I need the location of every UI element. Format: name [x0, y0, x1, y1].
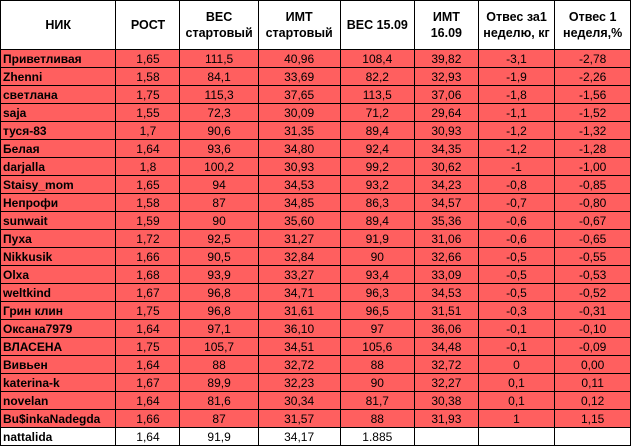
- loss-kg-cell: 0: [478, 356, 555, 374]
- start-weight-cell: 93,6: [180, 140, 258, 158]
- nick-cell: туся-83: [1, 122, 116, 140]
- loss-kg-cell: -0,5: [478, 266, 555, 284]
- start-bmi-cell: 40,96: [258, 50, 340, 68]
- height-cell: 1,75: [116, 86, 180, 104]
- weight-1509-cell: 82,2: [340, 68, 414, 86]
- start-weight-cell: 93,9: [180, 266, 258, 284]
- nick-cell: Пуха: [1, 230, 116, 248]
- height-cell: 1,67: [116, 374, 180, 392]
- bmi-1609-cell: 34,23: [415, 176, 479, 194]
- nick-cell: Белая: [1, 140, 116, 158]
- nick-cell: darjalla: [1, 158, 116, 176]
- weight-1509-cell: 89,4: [340, 212, 414, 230]
- start-weight-cell: 72,3: [180, 104, 258, 122]
- loss-kg-cell: -0,6: [478, 230, 555, 248]
- start-bmi-cell: 31,57: [258, 410, 340, 428]
- loss-percent-cell: [555, 428, 631, 446]
- loss-kg-cell: -0,1: [478, 320, 555, 338]
- table-row: [1, 302, 631, 320]
- start-bmi-cell: 30,93: [258, 158, 340, 176]
- height-cell: 1,8: [116, 158, 180, 176]
- bmi-1609-cell: 32,93: [415, 68, 479, 86]
- table-row: [1, 230, 631, 248]
- table-row: [1, 392, 631, 410]
- start-weight-cell: 90,6: [180, 122, 258, 140]
- weight-1509-cell: 92,4: [340, 140, 414, 158]
- start-weight-cell: 87: [180, 194, 258, 212]
- loss-percent-cell: -0,31: [555, 302, 631, 320]
- nick-cell: Olxa: [1, 266, 116, 284]
- weight-1509-cell: 97: [340, 320, 414, 338]
- start-weight-cell: 105,7: [180, 338, 258, 356]
- start-bmi-cell: 32,84: [258, 248, 340, 266]
- height-cell: 1,55: [116, 104, 180, 122]
- loss-kg-cell: 0,1: [478, 392, 555, 410]
- loss-percent-cell: -0,10: [555, 320, 631, 338]
- loss-kg-cell: -1: [478, 158, 555, 176]
- table-row: [1, 86, 631, 104]
- start-bmi-cell: 31,35: [258, 122, 340, 140]
- start-weight-cell: 88: [180, 356, 258, 374]
- start-bmi-cell: 30,09: [258, 104, 340, 122]
- loss-kg-cell: -0,1: [478, 338, 555, 356]
- table-row: [1, 320, 631, 338]
- weight-1509-cell: 113,5: [340, 86, 414, 104]
- weight-1509-cell: 99,2: [340, 158, 414, 176]
- loss-percent-cell: 0,00: [555, 356, 631, 374]
- bmi-1609-cell: 30,62: [415, 158, 479, 176]
- start-weight-cell: 97,1: [180, 320, 258, 338]
- start-weight-cell: 84,1: [180, 68, 258, 86]
- nick-cell: cвeтлана: [1, 86, 116, 104]
- loss-kg-cell: -1,1: [478, 104, 555, 122]
- table-row: [1, 266, 631, 284]
- bmi-1609-cell: 32,27: [415, 374, 479, 392]
- height-cell: 1,64: [116, 356, 180, 374]
- height-cell: 1,75: [116, 302, 180, 320]
- table-row: [1, 158, 631, 176]
- start-weight-cell: 89,9: [180, 374, 258, 392]
- table-row: [1, 104, 631, 122]
- column-header: ИМТ 16.09: [415, 1, 479, 50]
- nick-cell: weltkind: [1, 284, 116, 302]
- height-cell: 1,67: [116, 284, 180, 302]
- loss-kg-cell: -0,3: [478, 302, 555, 320]
- table-row: [1, 338, 631, 356]
- nick-cell: nattalida: [1, 428, 116, 446]
- bmi-1609-cell: 34,53: [415, 284, 479, 302]
- loss-percent-cell: -1,52: [555, 104, 631, 122]
- loss-percent-cell: -0,85: [555, 176, 631, 194]
- loss-percent-cell: 0,12: [555, 392, 631, 410]
- loss-percent-cell: -0,52: [555, 284, 631, 302]
- column-header: РОСТ: [116, 1, 180, 50]
- bmi-1609-cell: 31,51: [415, 302, 479, 320]
- loss-kg-cell: -0,5: [478, 284, 555, 302]
- nick-cell: Оксана7979: [1, 320, 116, 338]
- loss-kg-cell: -1,2: [478, 140, 555, 158]
- start-bmi-cell: 33,27: [258, 266, 340, 284]
- weight-1509-cell: 96,3: [340, 284, 414, 302]
- nick-cell: ВЛАСЕНА: [1, 338, 116, 356]
- weight-1509-cell: 88: [340, 356, 414, 374]
- weight-1509-cell: 88: [340, 410, 414, 428]
- height-cell: 1,68: [116, 266, 180, 284]
- nick-cell: Вивьен: [1, 356, 116, 374]
- height-cell: 1,64: [116, 392, 180, 410]
- nick-cell: novelan: [1, 392, 116, 410]
- weight-1509-cell: 86,3: [340, 194, 414, 212]
- height-cell: 1,75: [116, 338, 180, 356]
- loss-percent-cell: -1,32: [555, 122, 631, 140]
- bmi-1609-cell: 31,06: [415, 230, 479, 248]
- height-cell: 1,72: [116, 230, 180, 248]
- loss-kg-cell: -0,6: [478, 212, 555, 230]
- weight-1509-cell: 1.885: [340, 428, 414, 446]
- height-cell: 1,58: [116, 194, 180, 212]
- start-weight-cell: 92,5: [180, 230, 258, 248]
- height-cell: 1,64: [116, 320, 180, 338]
- loss-percent-cell: -2,26: [555, 68, 631, 86]
- start-weight-cell: 87: [180, 410, 258, 428]
- loss-kg-cell: -0,5: [478, 248, 555, 266]
- nick-cell: Staisy_mom: [1, 176, 116, 194]
- bmi-1609-cell: 30,38: [415, 392, 479, 410]
- bmi-1609-cell: 34,57: [415, 194, 479, 212]
- nick-cell: katerina-k: [1, 374, 116, 392]
- loss-kg-cell: -1,8: [478, 86, 555, 104]
- bmi-1609-cell: 39,82: [415, 50, 479, 68]
- bmi-1609-cell: [415, 428, 479, 446]
- table-row: [1, 284, 631, 302]
- weight-1509-cell: 91,9: [340, 230, 414, 248]
- nick-cell: Bu$inkaNadegda: [1, 410, 116, 428]
- weight-1509-cell: 89,4: [340, 122, 414, 140]
- nick-cell: Nikkusik: [1, 248, 116, 266]
- height-cell: 1,64: [116, 428, 180, 446]
- table-row: [1, 428, 631, 446]
- column-header: ВЕС стартовый: [180, 1, 258, 50]
- bmi-1609-cell: 29,64: [415, 104, 479, 122]
- start-bmi-cell: 35,60: [258, 212, 340, 230]
- loss-percent-cell: -1,00: [555, 158, 631, 176]
- weight-1509-cell: 90: [340, 248, 414, 266]
- loss-percent-cell: -0,53: [555, 266, 631, 284]
- loss-percent-cell: -0,65: [555, 230, 631, 248]
- start-weight-cell: 81,6: [180, 392, 258, 410]
- height-cell: 1,65: [116, 50, 180, 68]
- loss-kg-cell: -1,9: [478, 68, 555, 86]
- start-weight-cell: 100,2: [180, 158, 258, 176]
- bmi-1609-cell: 32,72: [415, 356, 479, 374]
- column-header: ВЕС 15.09: [340, 1, 414, 50]
- loss-percent-cell: -0,80: [555, 194, 631, 212]
- bmi-1609-cell: 31,93: [415, 410, 479, 428]
- weight-1509-cell: 71,2: [340, 104, 414, 122]
- header-row: [1, 1, 631, 50]
- bmi-1609-cell: 34,48: [415, 338, 479, 356]
- table-row: [1, 212, 631, 230]
- table-row: [1, 248, 631, 266]
- loss-percent-cell: -2,78: [555, 50, 631, 68]
- bmi-1609-cell: 34,35: [415, 140, 479, 158]
- start-bmi-cell: 32,23: [258, 374, 340, 392]
- loss-percent-cell: 0,11: [555, 374, 631, 392]
- start-weight-cell: 115,3: [180, 86, 258, 104]
- column-header: Отвес за1 неделю, кг: [478, 1, 555, 50]
- height-cell: 1,7: [116, 122, 180, 140]
- loss-kg-cell: -3,1: [478, 50, 555, 68]
- table-row: [1, 374, 631, 392]
- weight-1509-cell: 108,4: [340, 50, 414, 68]
- weight-1509-cell: 96,5: [340, 302, 414, 320]
- loss-kg-cell: -0,7: [478, 194, 555, 212]
- height-cell: 1,66: [116, 410, 180, 428]
- loss-percent-cell: -1,56: [555, 86, 631, 104]
- loss-percent-cell: -0,55: [555, 248, 631, 266]
- start-bmi-cell: 36,10: [258, 320, 340, 338]
- start-bmi-cell: 32,72: [258, 356, 340, 374]
- start-bmi-cell: 31,61: [258, 302, 340, 320]
- table-row: [1, 50, 631, 68]
- loss-percent-cell: 1,15: [555, 410, 631, 428]
- nick-cell: Грин клин: [1, 302, 116, 320]
- weight-1509-cell: 105,6: [340, 338, 414, 356]
- table-row: [1, 140, 631, 158]
- height-cell: 1,65: [116, 176, 180, 194]
- bmi-1609-cell: 30,93: [415, 122, 479, 140]
- column-header: ИМТ стартовый: [258, 1, 340, 50]
- height-cell: 1,64: [116, 140, 180, 158]
- start-bmi-cell: 34,80: [258, 140, 340, 158]
- weight-1509-cell: 90: [340, 374, 414, 392]
- weight-1509-cell: 93,2: [340, 176, 414, 194]
- height-cell: 1,66: [116, 248, 180, 266]
- start-weight-cell: 90: [180, 212, 258, 230]
- start-weight-cell: 96,8: [180, 284, 258, 302]
- loss-kg-cell: -1,2: [478, 122, 555, 140]
- table-row: [1, 68, 631, 86]
- start-weight-cell: 90,5: [180, 248, 258, 266]
- start-bmi-cell: 34,53: [258, 176, 340, 194]
- weight-1509-cell: 93,4: [340, 266, 414, 284]
- table-row: [1, 410, 631, 428]
- bmi-1609-cell: 36,06: [415, 320, 479, 338]
- weight-1509-cell: 81,7: [340, 392, 414, 410]
- start-bmi-cell: 37,65: [258, 86, 340, 104]
- loss-percent-cell: -0,09: [555, 338, 631, 356]
- nick-cell: sunwait: [1, 212, 116, 230]
- start-bmi-cell: 34,85: [258, 194, 340, 212]
- table-row: [1, 176, 631, 194]
- nick-cell: Zhenni: [1, 68, 116, 86]
- bmi-1609-cell: 33,09: [415, 266, 479, 284]
- start-weight-cell: 111,5: [180, 50, 258, 68]
- bmi-1609-cell: 32,66: [415, 248, 479, 266]
- start-bmi-cell: 34,71: [258, 284, 340, 302]
- nick-cell: saja: [1, 104, 116, 122]
- start-weight-cell: 96,8: [180, 302, 258, 320]
- start-weight-cell: 91,9: [180, 428, 258, 446]
- start-bmi-cell: 34,51: [258, 338, 340, 356]
- loss-percent-cell: -1,28: [555, 140, 631, 158]
- loss-kg-cell: -0,8: [478, 176, 555, 194]
- start-bmi-cell: 30,34: [258, 392, 340, 410]
- height-cell: 1,59: [116, 212, 180, 230]
- start-weight-cell: 94: [180, 176, 258, 194]
- start-bmi-cell: 33,69: [258, 68, 340, 86]
- loss-percent-cell: -0,67: [555, 212, 631, 230]
- nick-cell: Приветливая: [1, 50, 116, 68]
- loss-kg-cell: 1: [478, 410, 555, 428]
- start-bmi-cell: 34,17: [258, 428, 340, 446]
- table-row: [1, 356, 631, 374]
- table-row: [1, 122, 631, 140]
- bmi-1609-cell: 37,06: [415, 86, 479, 104]
- loss-kg-cell: [478, 428, 555, 446]
- bmi-1609-cell: 35,36: [415, 212, 479, 230]
- start-bmi-cell: 31,27: [258, 230, 340, 248]
- loss-kg-cell: 0,1: [478, 374, 555, 392]
- nick-cell: Непрофи: [1, 194, 116, 212]
- table-row: [1, 194, 631, 212]
- column-header: Отвес 1 неделя,%: [555, 1, 631, 50]
- height-cell: 1,58: [116, 68, 180, 86]
- column-header: НИК: [1, 1, 116, 50]
